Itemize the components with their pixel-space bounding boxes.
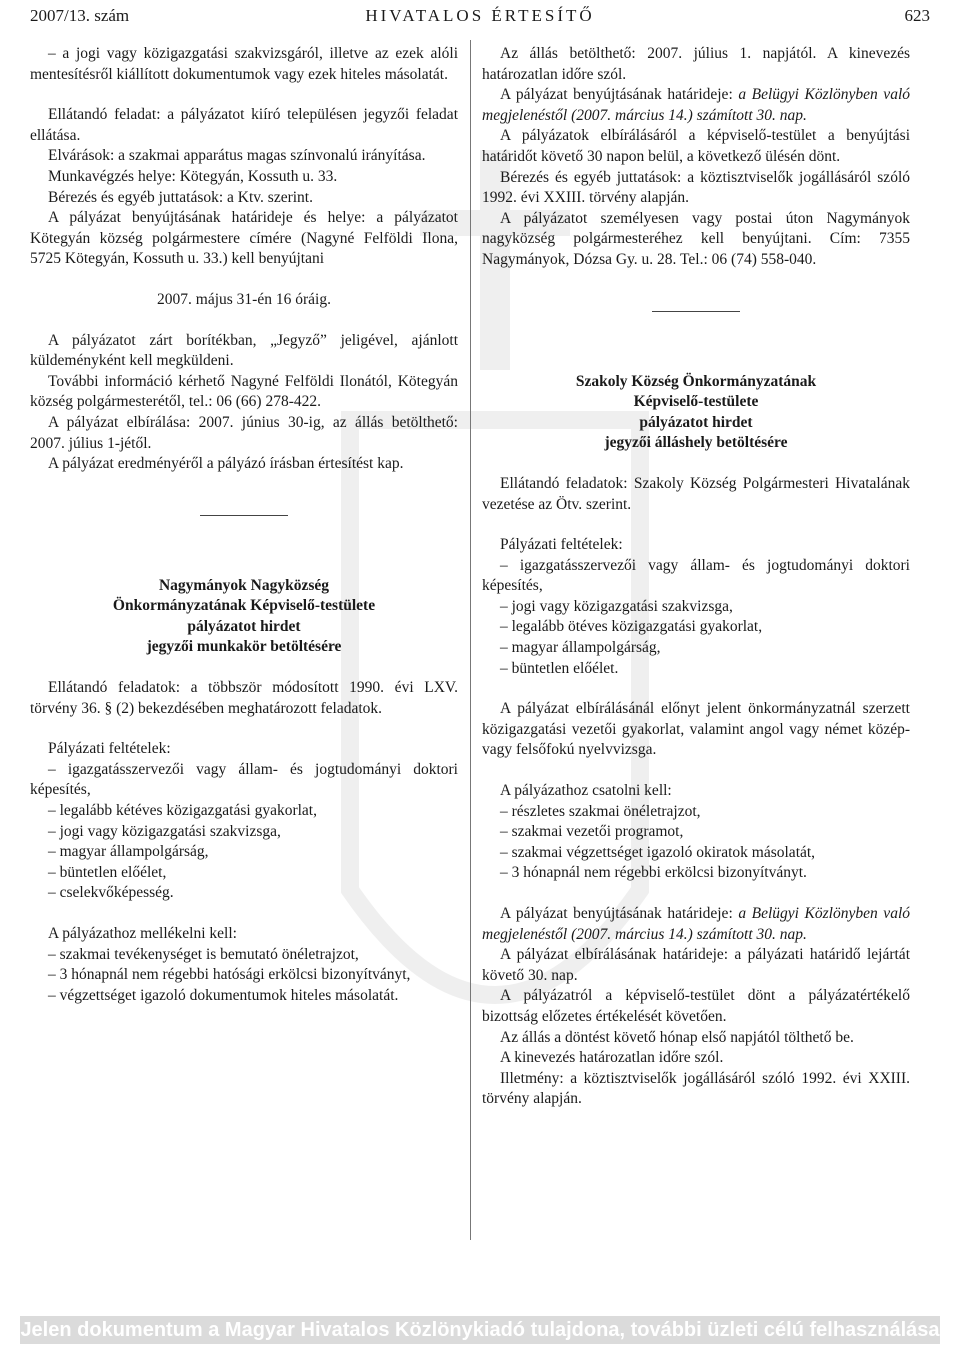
paragraph: A pályázat elbírálásánál előnyt jelent önkormányzatnál szerzett közigazgatási vezetői gyakorlat, valamint angol vagy német közép- vagy felsőfokú nyelvvizsga. [482, 700, 910, 759]
paragraph: Bérezés és egyéb juttatások: a Ktv. szerint. [48, 188, 313, 206]
paragraph: Pályázati feltételek: [48, 740, 171, 758]
list-item: – 3 hónapnál nem régebbi hatósági erkölcsi bizonyítványt, [48, 966, 411, 984]
right-column [482, 44, 910, 1110]
section-heading: Képviselő-testülete [633, 393, 759, 411]
list-item: – részletes szakmai önéletrajzot, [500, 802, 701, 820]
paragraph: Pályázati feltételek: [500, 536, 623, 554]
paragraph [482, 85, 910, 126]
paragraph: A pályázat elbírálásának határideje: a pályázati határidő lejártát követő 30. nap. [482, 946, 910, 984]
paragraph: – a jogi vagy közigazgatási szakvizsgáról, illetve az ezek alóli mentesítésről kiállított dokumentumok vagy ezek hiteles másolatát. [30, 45, 458, 83]
paragraph: A pályázat benyújtásának határideje és helye: a pályázatot Kötegyán község polgármestere címére (Nagyné Felföldi Ilona, 5725 Kötegyán, Kossuth u. 33.) kell benyújtani [30, 209, 458, 268]
paragraph [482, 904, 910, 945]
section-heading: jegyzői álláshely betöltésére [604, 434, 788, 452]
paragraph: A pályázat elbírálása: 2007. június 30-ig, az állás betölthető: 2007. július 1-jétől. [30, 413, 458, 452]
paragraph: A kinevezés határozatlan időre szól. [500, 1049, 724, 1067]
list-item: – szakmai végzettséget igazoló okiratok másolatát, [500, 843, 816, 861]
list-item: – legalább ötéves közigazgatási gyakorlat, [500, 618, 763, 636]
column-divider [470, 40, 471, 1240]
paragraph: Munkavégzés helye: Kötegyán, Kossuth u. 33. [48, 167, 338, 185]
italic-text: a Belügyi Közlönyben való megjelenéstől (2007. március 14.) számított 30. nap. [482, 86, 910, 124]
list-item: – szakmai vezetői programot, [500, 823, 684, 841]
paragraph: A pályázathoz csatolni kell: [500, 782, 672, 800]
issue-number: 2007/13. szám [30, 6, 130, 25]
list-item: – 3 hónapnál nem régebbi erkölcsi bizonyítványt. [500, 864, 807, 882]
paragraph: Illetmény: a köztisztviselők jogállásáról szóló 1992. évi XXIII. törvény alapján. [482, 1069, 910, 1108]
list-item: – végzettséget igazoló dokumentumok hiteles másolatát. [48, 986, 399, 1004]
publication-title: HIVATALOS ÉRTESÍTŐ [365, 6, 595, 25]
list-item: – jogi vagy közigazgatási szakvizsga, [48, 822, 281, 840]
paragraph: Ellátandó feladat: a pályázatot kiíró településen jegyzői feladat ellátása. [30, 106, 458, 144]
paragraph: A pályázatok elbírálásáról a képviselő-testület a benyújtási határidőt követő 30 napon belül, a következő ülésén dönt. [482, 127, 910, 165]
list-item: – büntetlen előélet. [500, 659, 619, 677]
paragraph: Az állás betölthető: 2007. július 1. napjától. A kinevezés határozatlan időre szól. [482, 45, 910, 83]
text-run: A pályázat benyújtásának határideje: [500, 86, 739, 104]
list-item: – szakmai tevékenységet is bemutató önéletrajzot, [48, 945, 359, 963]
page-header [30, 4, 930, 28]
text-run: A pályázat benyújtásának határideje: [500, 905, 739, 922]
paragraph: További információ kérhető Nagyné Felföldi Ilonától, Kötegyán község polgármesterétől, tel.: 06 (66) 278-422. [30, 372, 458, 411]
paragraph: A pályázatról a képviselő-testület dönt a pályázatértékelő bizottság előzetes értékelését követően. [482, 987, 910, 1025]
italic-text: a Belügyi Közlönyben való megjelenéstől (2007. március 14.) számított 30. nap. [482, 905, 910, 943]
list-item: – cselekvőképesség. [48, 884, 174, 902]
section-heading: Szakoly Község Önkormányzatának [575, 372, 817, 390]
list-item: – magyar állampolgárság, [500, 639, 661, 657]
section-heading: pályázatot hirdet [187, 617, 301, 635]
list-item: – büntetlen előélet, [48, 863, 167, 881]
page-number: 623 [904, 6, 930, 25]
list-item: – jogi vagy közigazgatási szakvizsga, [500, 597, 733, 615]
deadline: 2007. május 31-én 16 óráig. [157, 290, 331, 308]
section-heading: jegyzői munkakör betöltésére [146, 638, 342, 656]
paragraph: Bérezés és egyéb juttatások: a köztisztviselők jogállásáról szóló 1992. évi XXIII. törvény alapján. [482, 168, 910, 207]
list-item: – igazgatásszervezői vagy állam- és jogtudományi doktori képesítés, [482, 556, 910, 595]
paragraph: A pályázatot személyesen vagy postai úton Nagymányok nagyközség polgármesteréhez kell benyújtani. Cím: 7355 Nagymányok, Dózsa Gy. u. 28. Tel.: 06 (74) 558-040. [482, 209, 910, 268]
list-item: – magyar állampolgárság, [48, 843, 209, 861]
paragraph: A pályázat eredményéről a pályázó írásban értesítést kap. [48, 455, 404, 473]
left-column [30, 44, 458, 1006]
list-item: – legalább kétéves közigazgatási gyakorlat, [48, 802, 317, 820]
paragraph: Az állás a döntést követő hónap első napjától tölthető be. [500, 1028, 854, 1046]
paragraph: Elvárások: a szakmai apparátus magas színvonalú irányítása. [48, 147, 426, 165]
paragraph: A pályázatot zárt borítékban, „Jegyző” jeligével, ajánlott küldeményként kell megküldeni. [30, 331, 458, 370]
list-item: – igazgatásszervezői vagy állam- és jogtudományi doktori képesítés, [30, 760, 458, 799]
section-heading: Nagymányok Nagyközség [158, 576, 330, 594]
paragraph: Ellátandó feladatok: a többször módosított 1990. évi LXV. törvény 36. § (2) bekezdésében meghatározott feladatok. [30, 679, 458, 717]
section-heading: Önkormányzatának Képviselő-testülete [112, 597, 376, 615]
copyright-watermark: Jelen dokumentum a Magyar Hivatalos Közlönykiadó tulajdona, további üzleti célú felhasználása tilos! [20, 1316, 940, 1344]
paragraph: Ellátandó feladatok: Szakoly Község Polgármesteri Hivatalának vezetése az Ötv. szerint. [482, 474, 910, 513]
paragraph: A pályázathoz mellékelni kell: [48, 925, 237, 942]
section-heading: pályázatot hirdet [639, 413, 753, 431]
